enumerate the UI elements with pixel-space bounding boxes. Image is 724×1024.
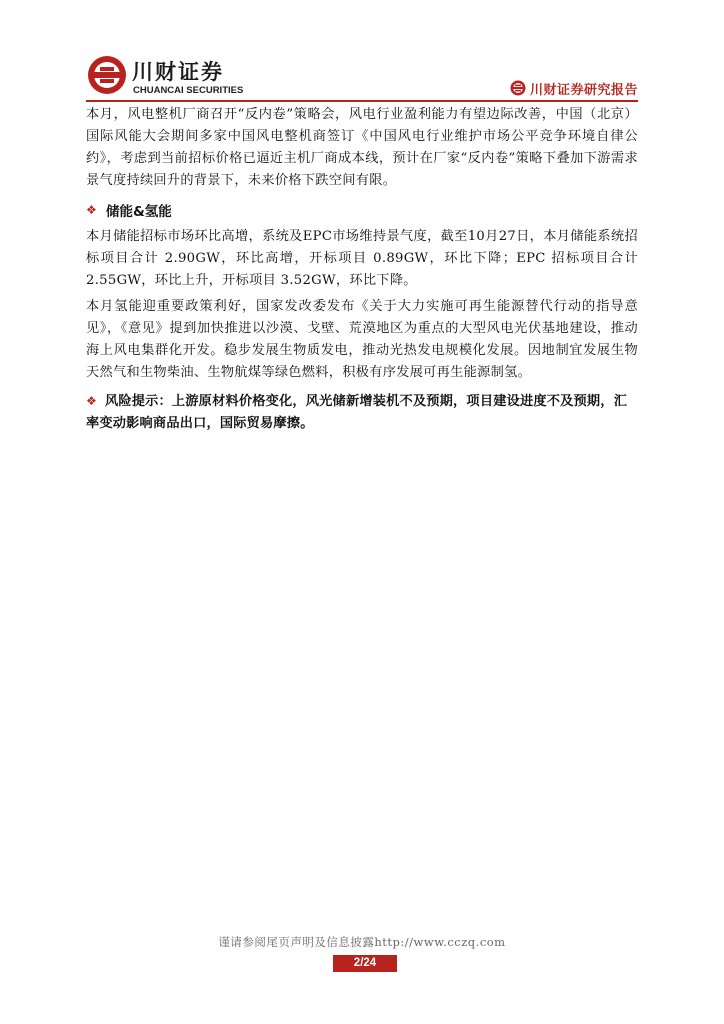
- paragraph-energy-storage: 本月储能招标市场环比高增，系统及EPC市场维持景气度，截至10月27日，本月储能系统招标项目合计 2.90GW，环比高增，开标项目 0.89GW，环比下降；EPC 招标项目合计 2.55GW，环比上升，开标项目 3.52GW，环比下降。: [86, 229, 638, 288]
- risk-warning: [86, 390, 638, 435]
- header-divider: [86, 100, 638, 102]
- logo-chinese-name: 川财证券: [132, 60, 224, 84]
- section-heading: [86, 200, 638, 220]
- risk-text: 风险提示：上游原材料价格变化，风光储新增装机不及预期，项目建设进度不及预期，汇率变动影响商品出口，国际贸易摩擦。: [86, 394, 628, 431]
- diamond-bullet-icon: ❖: [86, 394, 97, 408]
- logo-english-name: CHUANCAI SECURITIES: [133, 85, 244, 96]
- page-header: [86, 54, 638, 102]
- diamond-bullet-icon: ❖: [86, 203, 97, 217]
- report-body: [86, 104, 638, 435]
- report-label: [510, 78, 638, 98]
- paragraph-wind-power: 本月，风电整机厂商召开“反内卷”策略会，风电行业盈利能力有望边际改善，中国（北京）国际风能大会期间多家中国风电整机商签订《中国风电行业维护市场公平竞争环境自律公约》，考虑到当前招标价格已逼近主机厂商成本线，预计在厂家“反内卷”策略下叠加下游需求景气度持续回升的背景下，未来价格下跌空间有限。: [86, 107, 638, 188]
- chuancai-logo-icon: [86, 54, 128, 96]
- report-label-text: 川财证券研究报告: [529, 82, 638, 98]
- section-title: 储能&氢能: [106, 204, 172, 220]
- footer-disclaimer: 谨请参阅尾页声明及信息披露http://www.cczq.com: [218, 935, 506, 949]
- page-number: 2/24: [333, 955, 397, 972]
- company-logo: [86, 54, 326, 100]
- chuancai-small-logo-icon: [510, 80, 526, 96]
- paragraph-hydrogen: 本月氢能迎重要政策利好，国家发改委发布《关于大力实施可再生能源替代行动的指导意见》，《意见》提到加快推进以沙漠、戈壁、荒漠地区为重点的大型风电光伏基地建设，推动海上风电集群化开发。稳步发展生物质发电，推动光热发电规模化发展。因地制宜发展生物天然气和生物柴油、生物航煤等绿色燃料，积极有序发展可再生能源制氢。: [86, 299, 638, 380]
